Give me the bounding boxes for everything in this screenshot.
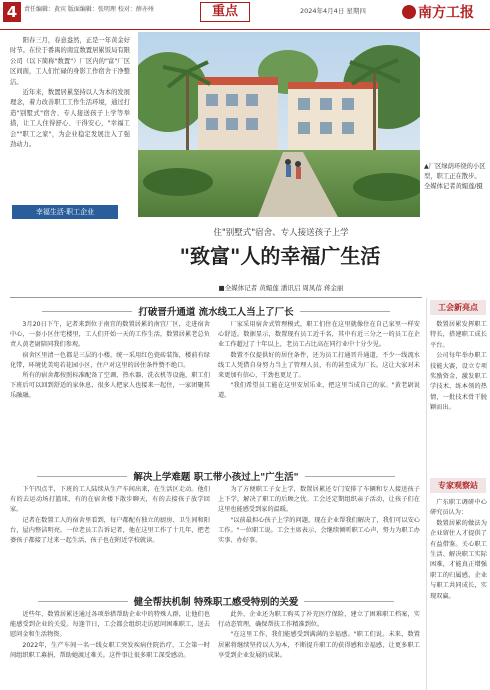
sidebar-paragraph: 数置居累发挥职工特长，搭建职工成长平台。 [430, 321, 487, 349]
paragraph: "在这里工作，我们能感受到满满的幸福感。"职工们说。未来，数置居累将继续坚持以人为本，不断提升职工的获得感和幸福感，让更多职工享受到企业发展的成果。 [218, 631, 420, 659]
paragraph: 所有的宿舍都按照标准配备了空调、热水器、洗衣机等设施，职工们下班后可以回到舒适的家休息，很多人把家人也接来一起住，一家团聚其乐融融。 [10, 372, 210, 400]
topic-badge: 幸福生活·职工企业 [12, 205, 118, 219]
page-number: 4 [3, 2, 21, 22]
section-heading [10, 594, 422, 608]
paragraph: 2022年，生产车间一名一线女职工突发疾病住院治疗，工会第一时间组织职工募捐，帮助她渡过难关。这件事让很多职工深受感动。 [10, 641, 210, 659]
sidebar-paragraph: 广东职工调研中心研究员认为： [430, 499, 487, 517]
paragraph: 近些年，数置居累还通过各项举措帮助企业中的特殊人群，让他们也能感受到企业的关爱。每逢节日，工会都会组织走访慰问困难职工，送去慰问金和生活物资。 [10, 611, 210, 639]
paragraph: 3月20日下午，记者来到位于南宜的数置居累的南宜厂区，走进宿舍中心，一套小区住宅楼里，工人们开始一天的工作生活，数置居累老总负责人黄老尉陪同我们参观。 [10, 321, 210, 349]
article-byline: ■全媒体记者 黄媚莲 潘讯启 周凤蓓 蒋金丽 [218, 284, 344, 292]
sidebar-title: 专家观察站 [430, 478, 486, 493]
sidebar-divider [426, 298, 427, 690]
paragraph: 此外，企业还为职工购买了补充医疗保险，建立了困难职工档案，实行动态管理，确保帮扶工作精准到位。 [218, 611, 420, 629]
section-heading [10, 304, 422, 318]
brand-logo-icon [402, 5, 416, 19]
editors-line: 责任编辑：黄宾 版面编辑：张明理 校对：薛亦州 [24, 6, 154, 13]
paragraph: 宿舍区里清一色都是三层的小楼，统一采用红色瓷砖装饰，楼前有绿化带，环境优美宛若花园小区，住户对这里的居住条件赞不绝口。 [10, 351, 210, 369]
paragraph: 下午四点半，下班的工人陆续从生产车间出来，在生活区走动。他们有的去运动场打篮球，有的在宿舍楼下散步聊天，有的去接孩子放学回家。 [10, 486, 210, 514]
article-title: "致富"人的幸福广生活 [179, 244, 381, 268]
sidebar-title: 工会新亮点 [430, 300, 486, 315]
sidebar-paragraph: 公司每年举办职工技能大赛，设立专项奖励资金，激发职工学技术、练本领的热情，一批技术骨干脱颖而出。 [430, 352, 487, 412]
intro-text [10, 36, 130, 150]
masthead-text: 南方工报 [418, 5, 474, 21]
article-column [218, 485, 420, 587]
paragraph: "我们希望员工能在这里安居乐业，把这里当成自己的家。"黄老尉说道。 [218, 382, 420, 400]
feature-photo [138, 32, 420, 217]
section-heading-text: 健全帮扶机制 特殊职工感受特别的关爱 [133, 597, 299, 608]
article-subtitle: 住"别墅式"宿舍、专人接送孩子上学 [213, 228, 349, 238]
section-heading-text: 解决上学难题 职工带小孩过上"广生活" [133, 472, 299, 483]
section-heading-text: 打破晋升通道 流水线工人当上了厂长 [138, 307, 294, 318]
sidebar-paragraph: 数置居累的做法为企业留住人才提供了有益借鉴。关心职工生活、解决职工实际困难，才能真正增强职工的归属感，企业与职工共同成长，实现双赢。 [430, 519, 487, 600]
masthead [402, 2, 474, 22]
sidebar-body [430, 320, 487, 470]
paragraph: 记者在数置工人的宿舍里看到，每户都配有独立的厨房、卫生间和阳台，屋内整洁明亮。一位老员工告诉记者，他在这里工作了十几年，把老婆孩子都接了过来一起生活，孩子也在附近学校就读。 [10, 516, 210, 545]
paragraph: "以前最担心孩子上学的问题，现在企业帮我们解决了，我们可以安心工作。"一位职工说。工会主席表示，会继续倾听职工心声，努力为职工办实事、办好事。 [218, 516, 420, 545]
sidebar-body [430, 498, 487, 688]
dormitory-photo [138, 32, 420, 217]
article-column [10, 610, 210, 688]
divider [10, 297, 422, 298]
photo-caption: ▲厂区绿荫环绕的小区型，职工正在散步。全媒体记者黄媚莲/摄 [424, 163, 486, 190]
article-column [218, 610, 420, 688]
section-heading [10, 469, 422, 483]
section-label: 重点 [200, 2, 250, 22]
article-column [10, 485, 210, 587]
paragraph: 为了方便职工子女上学，数置居累还专门安排了车辆和专人接送孩子上下学，解决了职工的后顾之忧。工会还定期组织亲子活动，让孩子们在这里也能感受到家的温暖。 [218, 486, 420, 514]
article-column [218, 320, 420, 462]
paragraph: 厂家采用宿舍式管理模式，职工们住在这里就像住在自己家里一样安心舒适。数据显示，数置现有员工近千名，其中有近三分之一的员工在企业工作超过了十年以上，老员工占比高在同行业中十分少见。 [218, 321, 420, 349]
article-column [10, 320, 210, 462]
intro-paragraph: 近年来，数置居累坚持以人为本的发展理念，着力改善职工工作生活环境，通过打造"别墅式"宿舍、专人接送孩子上学等举措，让工人住得舒心、干得安心，"幸福工会""职工之家"，为企业稳定发展注入了强劲动力。 [10, 89, 130, 149]
paragraph: 数置不仅提供好的居住条件，还为员工打通晋升通道，不少一线流水线工人凭借自身努力当上了管理人员，有的甚至成为厂长。这让大家对未来更加有信心，干劲也更足了。 [218, 351, 420, 380]
page-header [0, 0, 490, 30]
issue-date: 2024年4月4日 星期四 [300, 7, 366, 15]
intro-paragraph: 阳春三月，春意盎然，正是一年黄金好时节。在位于番禺的南宜数置居累饭局有限公司（以下简称"数置"）厂区内的"富"厂区区间面，工人们忙碌的身影工作宿舍干净整洁。 [10, 37, 130, 86]
